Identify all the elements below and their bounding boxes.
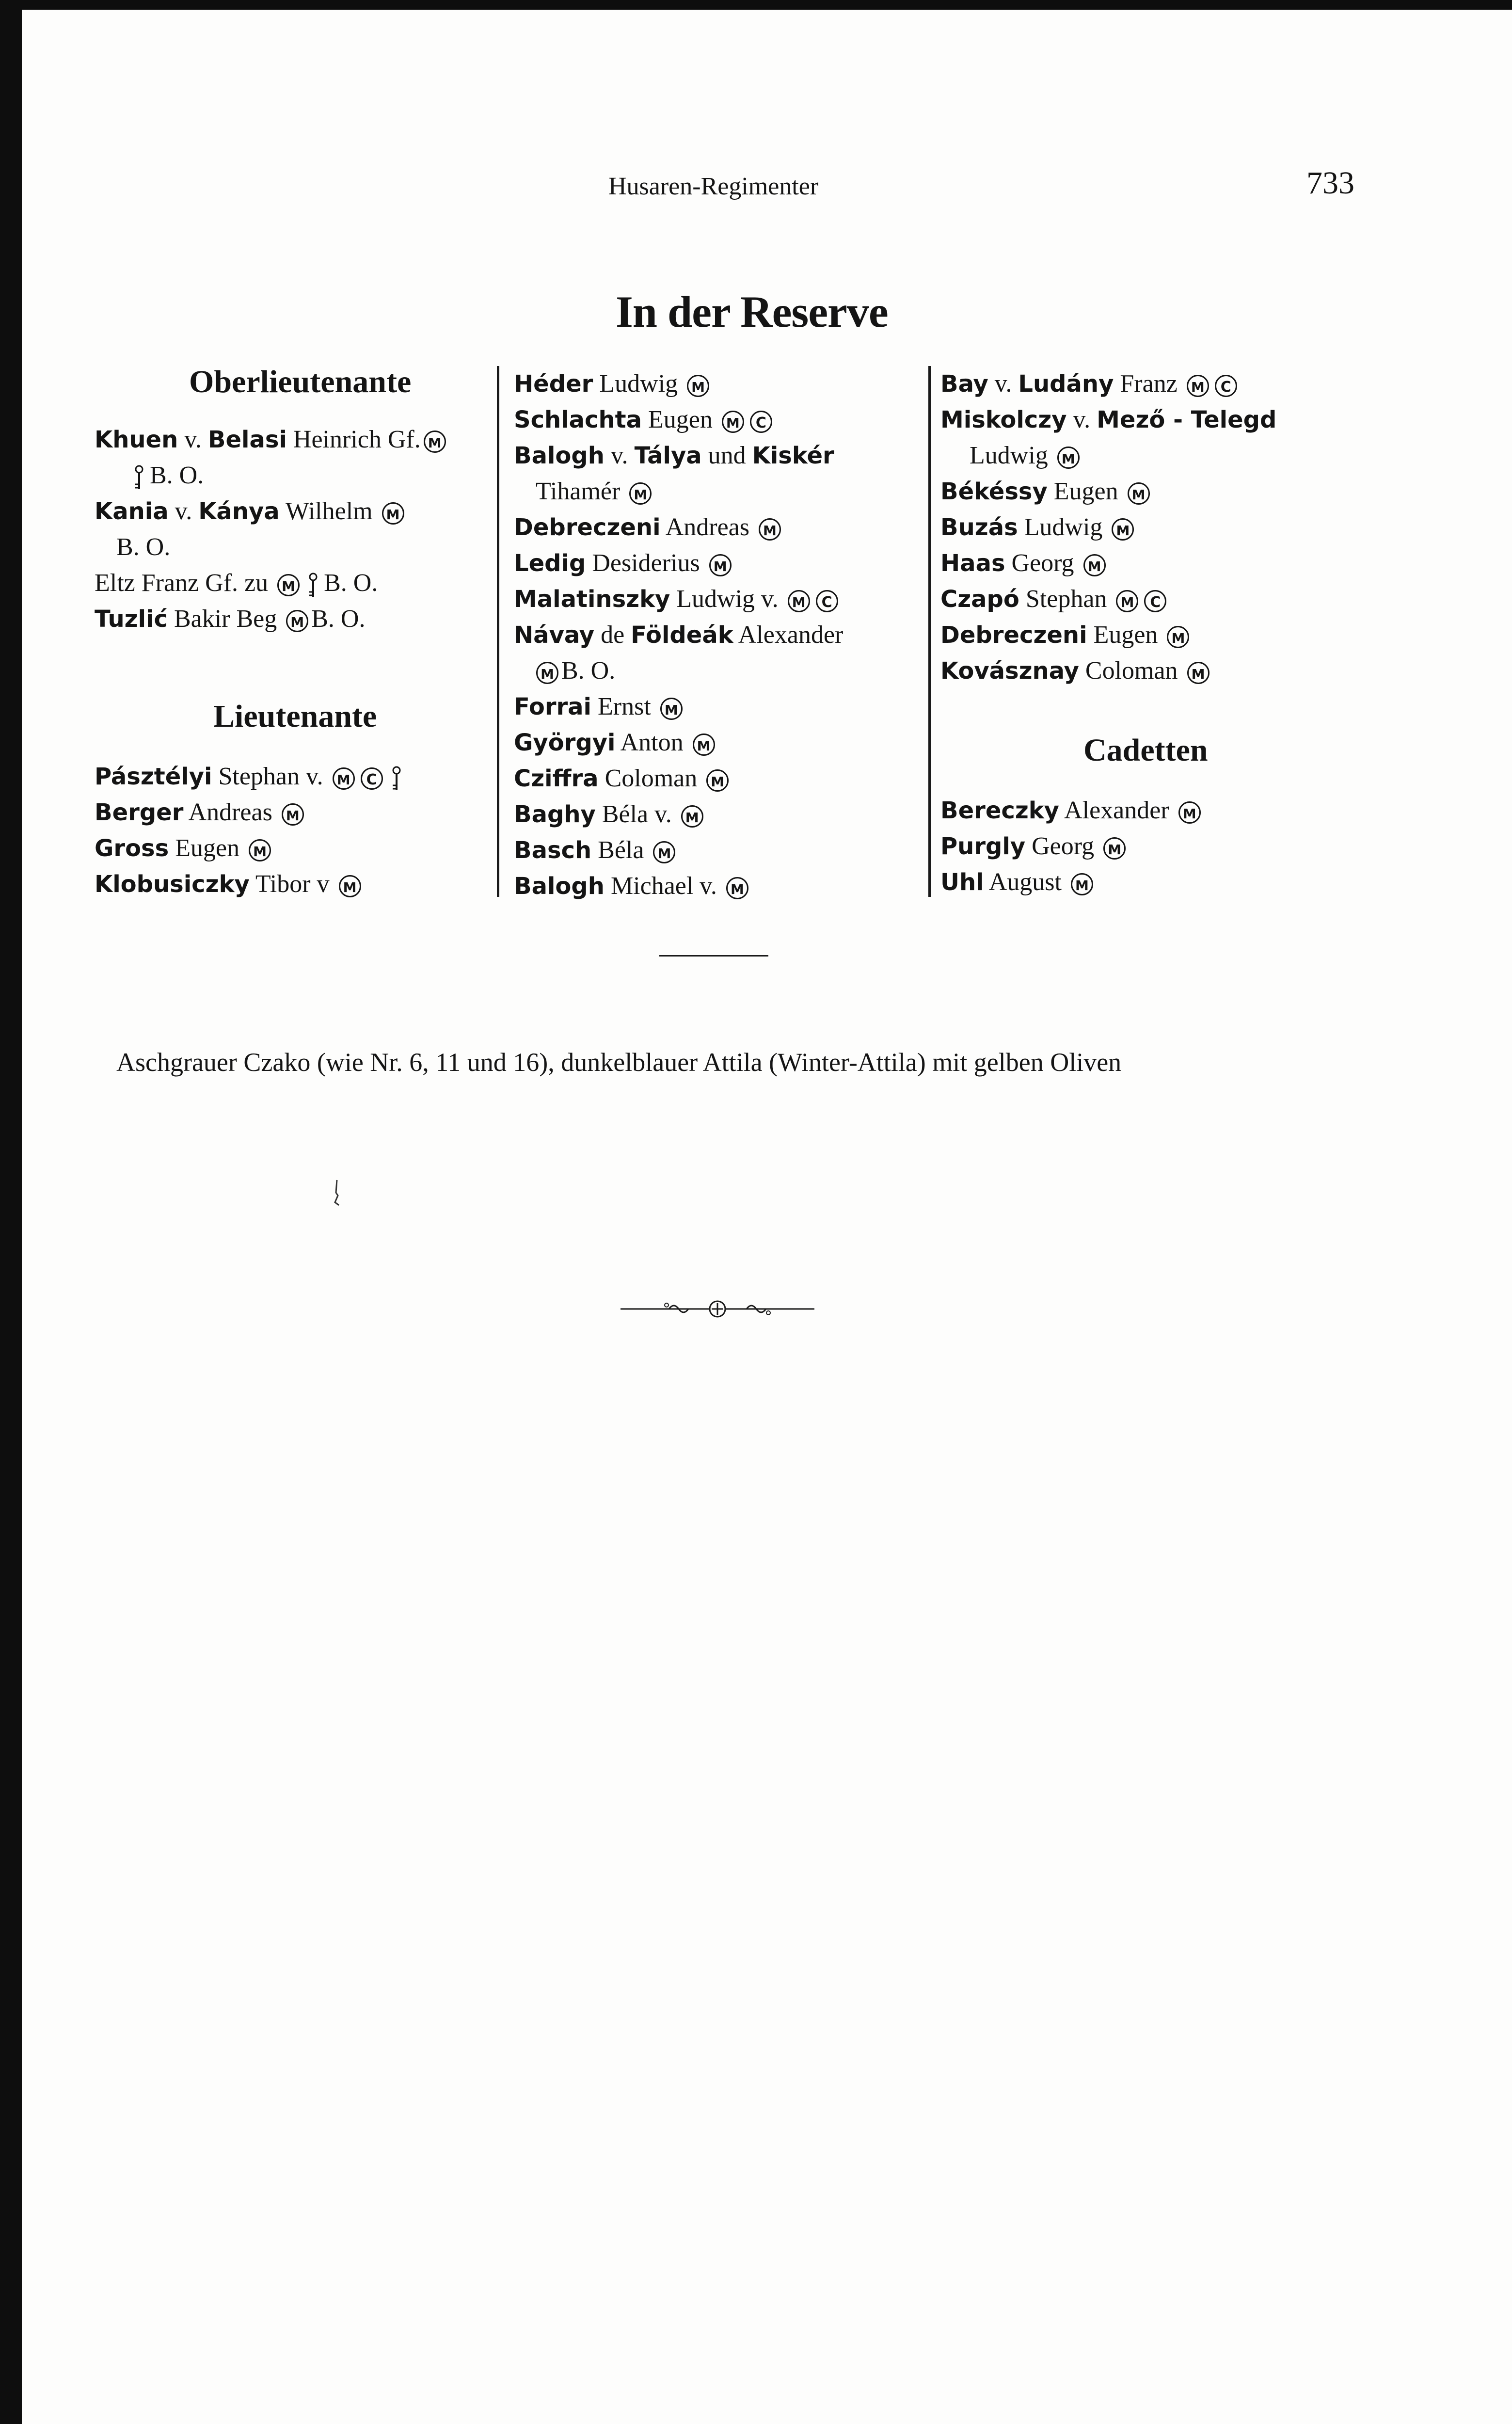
left-column-lieutenante [95,759,516,902]
military-medal-icon: M [382,502,404,525]
military-medal-icon: M [1083,554,1106,576]
military-medal-icon: M [759,518,781,541]
military-medal-icon: M [706,769,729,792]
military-medal-icon: M [1187,375,1209,397]
cross-icon: C [1144,590,1166,612]
entry-navay: Návay de Földeák Alexander [514,621,844,649]
entry-uhl: Uhl August M [940,864,1362,900]
entry-bereczky: Bereczky Alexander M [940,793,1362,829]
military-medal-icon: M [286,610,308,632]
entry-eltz: Eltz Franz Gf. zu M B. O. [95,565,516,601]
entry-kania-cont: B. O. [116,533,171,561]
left-column-oberlieutenante [95,422,516,637]
military-medal-icon: M [660,698,683,720]
entry-baghy: Baghy Béla v. M [514,797,940,832]
cross-icon: C [816,590,838,612]
entry-malatinszky: Malatinszky Ludwig v. M C [514,581,940,617]
entry-basch: Basch Béla M [514,832,940,868]
entry-khuen-cont: B. O. [95,458,516,494]
military-medal-icon: M [1057,447,1080,469]
right-column-cadetten [940,793,1362,900]
entry-forrai: Forrai Ernst M [514,689,940,725]
right-column [940,366,1362,689]
military-medal-icon: M [1103,837,1126,860]
cross-icon: C [1215,375,1237,397]
entry-klobusiczky: Klobusiczky Tibor v M [95,866,516,902]
entry-miskolczy: Miskolczy v. Mező - Telegd [940,406,1277,433]
military-medal-icon: M [1167,626,1189,648]
entry-balogh-talya: Balogh v. Tálya und Kiskér [514,442,834,469]
entry-kovasznay: Kovásznay Coloman M [940,653,1362,689]
military-medal-icon: M [424,431,446,453]
running-header: Husaren-Regimenter [608,173,819,200]
military-medal-icon: M [1112,518,1134,541]
military-medal-icon: M [788,590,810,612]
column-divider-right [928,366,931,897]
entry-balogh-michael: Balogh Michael v. M [514,868,940,904]
military-medal-icon: M [722,411,744,433]
entry-bekessy: Békéssy Eugen M [940,474,1362,510]
military-medal-icon: M [282,803,304,826]
key-icon [133,465,145,490]
entry-debreczeni-andreas: Debreczeni Andreas M [514,510,940,545]
entry-gross: Gross Eugen M [95,830,516,866]
military-medal-icon: M [709,554,732,576]
military-medal-icon: M [249,839,271,861]
entry-haas: Haas Georg M [940,545,1362,581]
entry-miskolczy-cont: Ludwig M [940,438,1362,474]
cross-icon: C [361,767,383,790]
entry-debreczeni-eugen: Debreczeni Eugen M [940,617,1362,653]
military-medal-icon: M [339,875,361,897]
military-medal-icon: M [693,734,715,756]
military-medal-icon: M [681,805,703,828]
ink-mark-icon [332,1178,342,1207]
entry-pasztelyi: Pásztélyi Stephan v. M C [95,759,516,795]
military-medal-icon: M [333,767,355,790]
entry-buzas: Buzás Ludwig M [940,510,1362,545]
entry-navay-cont: M B. O. [514,653,940,689]
military-medal-icon: M [1071,873,1093,895]
entry-ledig: Ledig Desiderius M [514,545,940,581]
section-title-lieutenante: Lieutenante [213,699,377,734]
entry-heder: Héder Ludwig M [514,366,940,402]
page [22,10,1512,2424]
entry-tuzlic: Tuzlić Bakir Beg M B. O. [95,605,366,633]
entry-balogh-talya-cont: Tihamér M [514,474,940,510]
ornament-flourish-icon [621,1294,814,1324]
entry-kania: Kania v. Kánya Wilhelm M [95,494,516,529]
military-medal-icon: M [1116,590,1138,612]
section-title-oberlieutenante: Oberlieutenante [189,364,412,399]
cross-icon: C [750,411,772,433]
military-medal-icon: M [536,662,558,684]
military-medal-icon: M [629,482,652,505]
military-medal-icon: M [1178,801,1201,824]
main-title: In der Reserve [616,287,888,336]
page-number: 733 [1306,165,1354,201]
entry-berger: Berger Andreas M [95,795,516,830]
entry-czapo: Czapó Stephan M C [940,581,1362,617]
entry-khuen: Khuen v. Belasi Heinrich Gf. M [95,422,516,458]
entry-purgly: Purgly Georg M [940,829,1362,864]
military-medal-icon: M [1128,482,1150,505]
key-icon [391,766,402,791]
entry-cziffra: Cziffra Coloman M [514,761,940,797]
military-medal-icon: M [653,841,675,863]
uniform-description: Aschgrauer Czako (wie Nr. 6, 11 und 16), dunkelblauer Attila (Winter-Attila) mit gelben Oliven [116,1048,1122,1077]
entry-bay: Bay v. Ludány Franz M C [940,366,1362,402]
column-divider-left [497,366,499,897]
section-title-cadetten: Cadetten [1083,733,1208,768]
military-medal-icon: M [687,375,709,397]
military-medal-icon: M [277,574,300,596]
entry-schlachta: Schlachta Eugen M C [514,402,940,438]
military-medal-icon: M [1187,662,1210,684]
military-medal-icon: M [726,877,748,899]
separator-rule [659,955,768,957]
middle-column [514,366,940,904]
entry-gyorgyi: Györgyi Anton M [514,725,940,761]
key-icon [307,573,319,598]
